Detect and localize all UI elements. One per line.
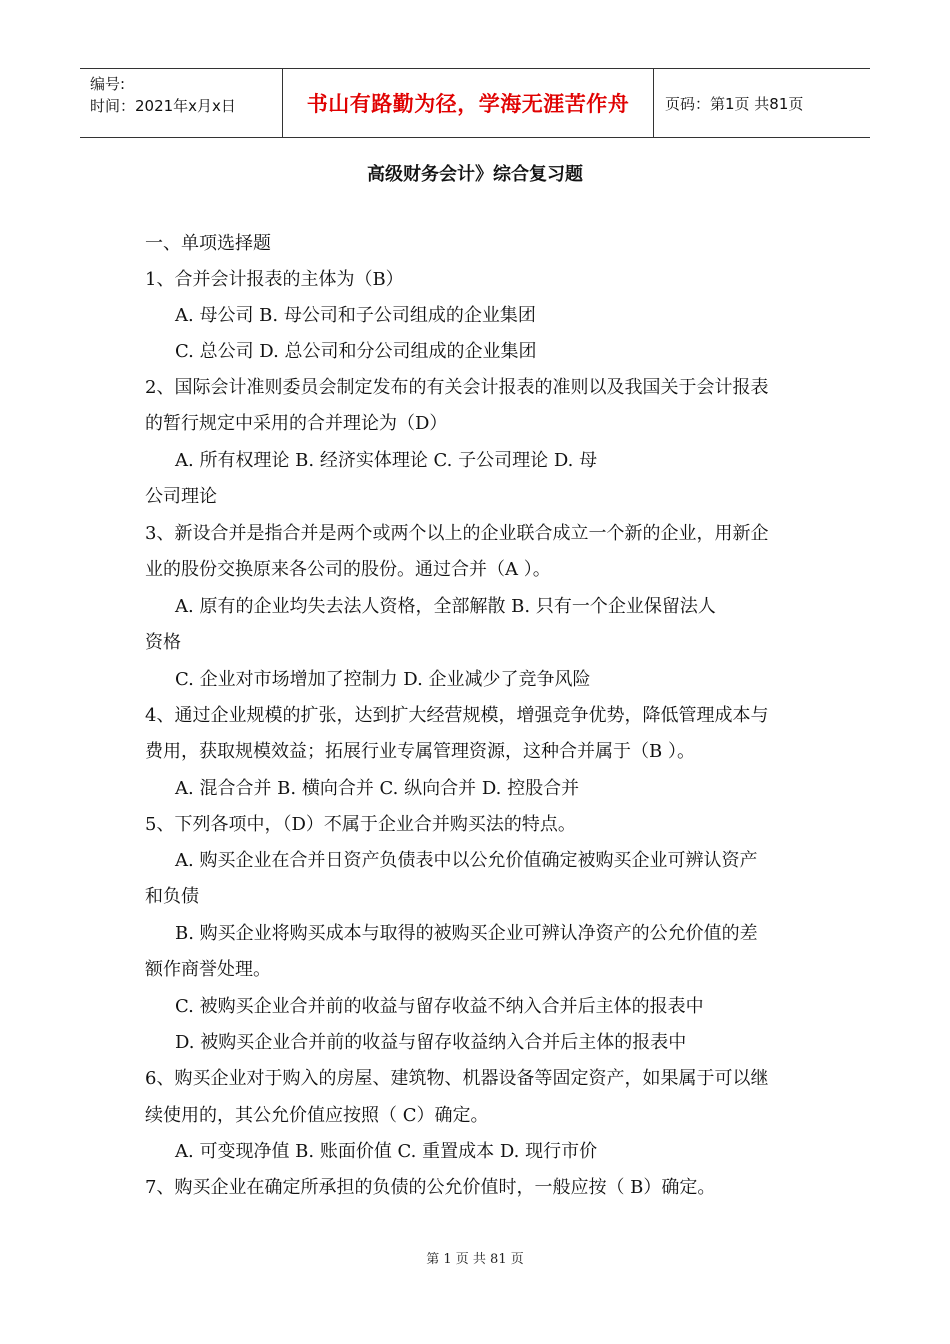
text-line: A. 母公司 B. 母公司和子公司组成的企业集团 — [175, 305, 536, 326]
header-divider — [653, 69, 654, 137]
text-line: C. 企业对市场增加了控制力 D. 企业减少了竞争风险 — [175, 669, 591, 690]
text-line: 公司理论 — [145, 486, 217, 507]
text-line: 费用，获取规模效益；拓展行业专属管理资源，这种合并属于（B ）。 — [145, 741, 695, 762]
page-footer: 第 1 页 共 81 页 — [426, 1252, 524, 1267]
page-header — [80, 68, 870, 138]
text-line: D. 被购买企业合并前的收益与留存收益纳入合并后主体的报表中 — [175, 1032, 687, 1053]
text-line: 和负债 — [145, 886, 199, 907]
header-motto: 书山有路勤为径，学海无涯苦作舟 — [306, 92, 630, 116]
text-line: A. 所有权理论 B. 经济实体理论 C. 子公司理论 D. 母 — [175, 450, 598, 471]
text-line: C. 总公司 D. 总公司和分公司组成的企业集团 — [175, 341, 537, 362]
text-line: 4、通过企业规模的扩张，达到扩大经营规模，增强竞争优势，降低管理成本与 — [145, 705, 769, 726]
text-line: 业的股份交换原来各公司的股份。通过合并（A ）。 — [145, 559, 551, 580]
text-line: 资格 — [145, 632, 181, 653]
time-label: 时间：2021年x月x日 — [90, 97, 236, 115]
text-line: A. 可变现净值 B. 账面价值 C. 重置成本 D. 现行市价 — [175, 1141, 598, 1162]
text-line: 7、购买企业在确定所承担的负债的公允价值时，一般应按（ B）确定。 — [145, 1177, 716, 1198]
text-line: A. 原有的企业均失去法人资格，全部解散 B. 只有一个企业保留法人 — [175, 596, 716, 617]
text-line: A. 购买企业在合并日资产负债表中以公允价值确定被购买企业可辨认资产 — [175, 850, 758, 871]
text-line: 3、新设合并是指合并是两个或两个以上的企业联合成立一个新的企业，用新企 — [145, 523, 769, 544]
text-line: 2、国际会计准则委员会制定发布的有关会计报表的准则以及我国关于会计报表 — [145, 377, 769, 398]
text-line: A. 混合合并 B. 横向合并 C. 纵向合并 D. 控股合并 — [175, 778, 580, 799]
text-line: B. 购买企业将购买成本与取得的被购买企业可辨认净资产的公允价值的差 — [175, 923, 758, 944]
number-label: 编号: — [90, 75, 126, 93]
text-line: 续使用的，其公允价值应按照（ C）确定。 — [145, 1105, 489, 1126]
text-line: 6、购买企业对于购入的房屋、建筑物、机器设备等固定资产，如果属于可以继 — [145, 1068, 769, 1089]
page-info: 页码：第1页 共81页 — [665, 95, 804, 113]
text-line: 额作商誉处理。 — [145, 959, 271, 980]
header-meta — [90, 73, 236, 117]
text-line: 一、单项选择题 — [145, 233, 271, 254]
text-line: 1、合并会计报表的主体为（B） — [145, 269, 404, 290]
text-line: 的暂行规定中采用的合并理论为（D） — [145, 413, 448, 434]
text-line: 5、下列各项中，（D）不属于企业合并购买法的特点。 — [145, 814, 576, 835]
document-title: 高级财务会计》综合复习题 — [367, 164, 583, 185]
text-line: C. 被购买企业合并前的收益与留存收益不纳入合并后主体的报表中 — [175, 996, 704, 1017]
